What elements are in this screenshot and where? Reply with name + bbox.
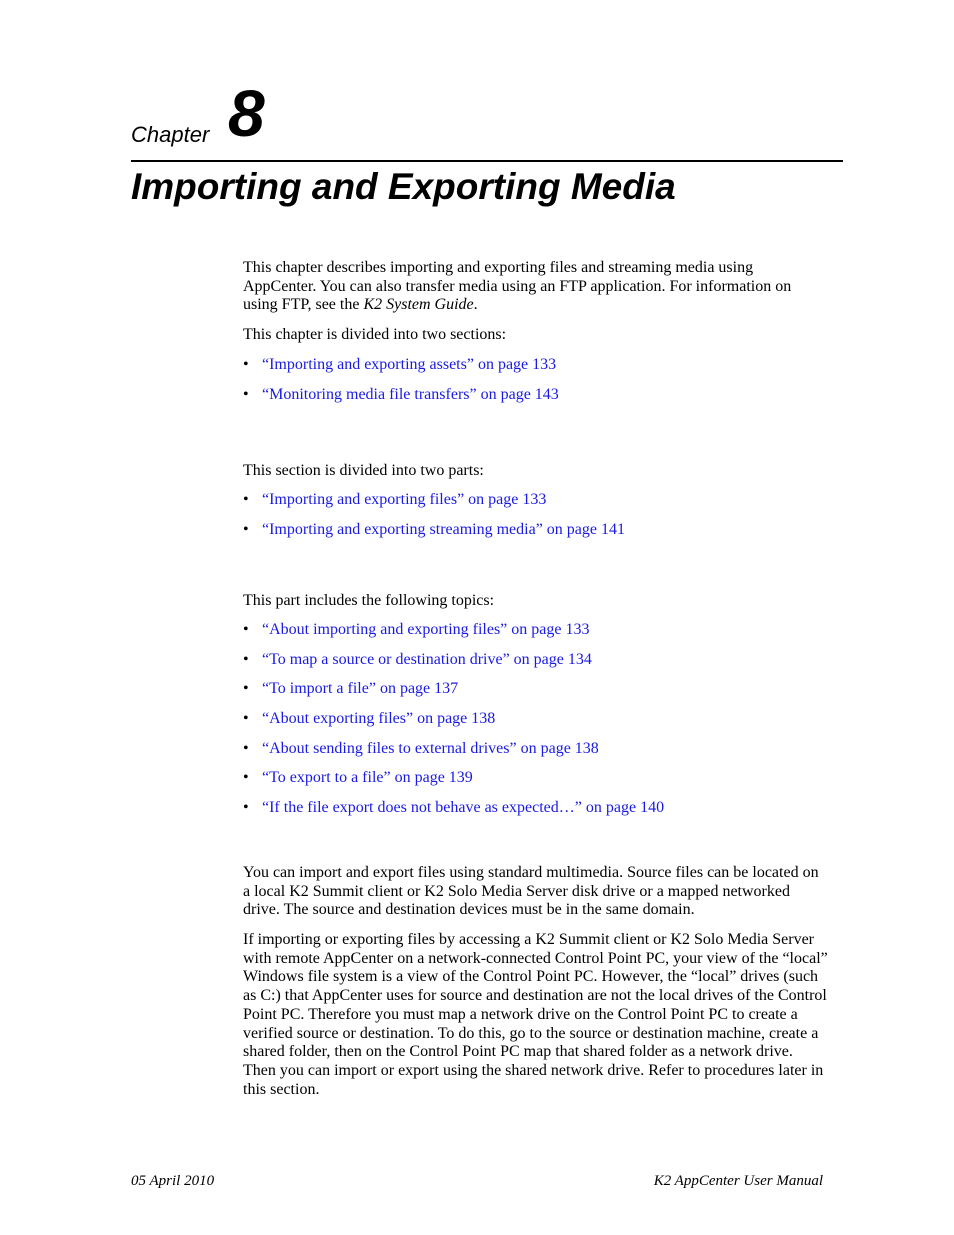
about-text-1: You can import and export files using standard multimedia. Source files can be located on a local K2 Summit client or K2 Solo Media Server disk drive or a mapped networked drive. The source and destination devices must be in the same domain. bbox=[243, 864, 819, 919]
bullet: • bbox=[243, 680, 249, 698]
list-item bbox=[243, 386, 559, 416]
xref-link[interactable]: “About sending files to external drives” on page 138 bbox=[262, 739, 599, 757]
bullet: • bbox=[243, 739, 249, 757]
footer-date: 05 April 2010 bbox=[131, 1173, 215, 1189]
list-item bbox=[243, 621, 664, 651]
bullet: • bbox=[243, 385, 249, 403]
list-item bbox=[243, 799, 664, 829]
part-text: This part includes the following topics: bbox=[243, 592, 495, 609]
list-item bbox=[243, 769, 664, 799]
system-guide-reference: K2 System Guide bbox=[363, 296, 474, 314]
list-item bbox=[243, 710, 664, 740]
part-link-list bbox=[243, 621, 664, 829]
intro-paragraph bbox=[243, 259, 828, 315]
list-item bbox=[243, 521, 625, 551]
bullet: • bbox=[243, 621, 249, 638]
intro-link-list bbox=[243, 356, 559, 415]
chapter-number: 8 bbox=[228, 76, 265, 150]
xref-link[interactable]: “Monitoring media file transfers” on page 143 bbox=[262, 385, 559, 403]
about-paragraph-2 bbox=[243, 931, 828, 1099]
section-text: This section is divided into two parts: bbox=[243, 462, 484, 479]
about-paragraph-1 bbox=[243, 864, 828, 920]
list-item bbox=[243, 356, 559, 386]
chapter-title: Importing and Exporting Media bbox=[131, 166, 676, 207]
intro-sections-paragraph bbox=[243, 326, 828, 345]
xref-link[interactable]: “To import a file” on page 137 bbox=[262, 680, 459, 698]
xref-link[interactable]: “To export to a file” on page 139 bbox=[262, 769, 473, 787]
bullet: • bbox=[243, 710, 249, 728]
bullet: • bbox=[243, 769, 249, 787]
intro-sections-text: This chapter is divided into two sections: bbox=[243, 326, 507, 343]
xref-link[interactable]: “About importing and exporting files” on page 133 bbox=[262, 621, 590, 638]
footer-manual-title: K2 AppCenter User Manual bbox=[653, 1173, 823, 1189]
chapter-label: Chapter bbox=[131, 122, 210, 147]
bullet: • bbox=[243, 650, 249, 668]
list-item bbox=[243, 491, 625, 521]
list-item bbox=[243, 680, 664, 710]
intro-text-b: . bbox=[473, 296, 478, 314]
section-paragraph bbox=[243, 462, 828, 481]
part-paragraph bbox=[243, 592, 828, 611]
xref-link[interactable]: “Importing and exporting files” on page 133 bbox=[262, 491, 547, 508]
bullet: • bbox=[243, 356, 249, 373]
chapter-rule bbox=[131, 160, 843, 162]
list-item bbox=[243, 740, 664, 770]
xref-link[interactable]: “About exporting files” on page 138 bbox=[262, 710, 496, 728]
intro-text-a: This chapter describes importing and exporting files and streaming media using AppCenter. You can also transfer media using an FTP application. For information on using FTP, see the bbox=[243, 259, 792, 314]
bullet: • bbox=[243, 520, 249, 538]
list-item bbox=[243, 651, 664, 681]
xref-link[interactable]: “Importing and exporting assets” on page 133 bbox=[262, 356, 557, 373]
bullet: • bbox=[243, 799, 249, 817]
section-link-list bbox=[243, 491, 625, 550]
bullet: • bbox=[243, 491, 249, 508]
xref-link[interactable]: “If the file export does not behave as expected…” on page 140 bbox=[262, 799, 665, 817]
about-text-2: If importing or exporting files by accessing a K2 Summit client or K2 Solo Media Server with remote AppCenter on a network-connected Control Point PC, your view of the “local” Windows file system is a view of the Control Point PC. However, the “local” drives (such as C:) that AppCenter uses for source and destination are not the local drives of the Control Point PC. Therefore you must map a network drive on the Control Point PC to create a verified source or destination. To do this, go to the source or destination machine, create a shared folder, then on the Control Point PC map that shared folder as a network drive. Then you can import or export using the shared network drive. Refer to procedures later in this section. bbox=[243, 931, 828, 1098]
xref-link[interactable]: “To map a source or destination drive” on page 134 bbox=[262, 650, 592, 668]
xref-link[interactable]: “Importing and exporting streaming media” on page 141 bbox=[262, 520, 626, 538]
